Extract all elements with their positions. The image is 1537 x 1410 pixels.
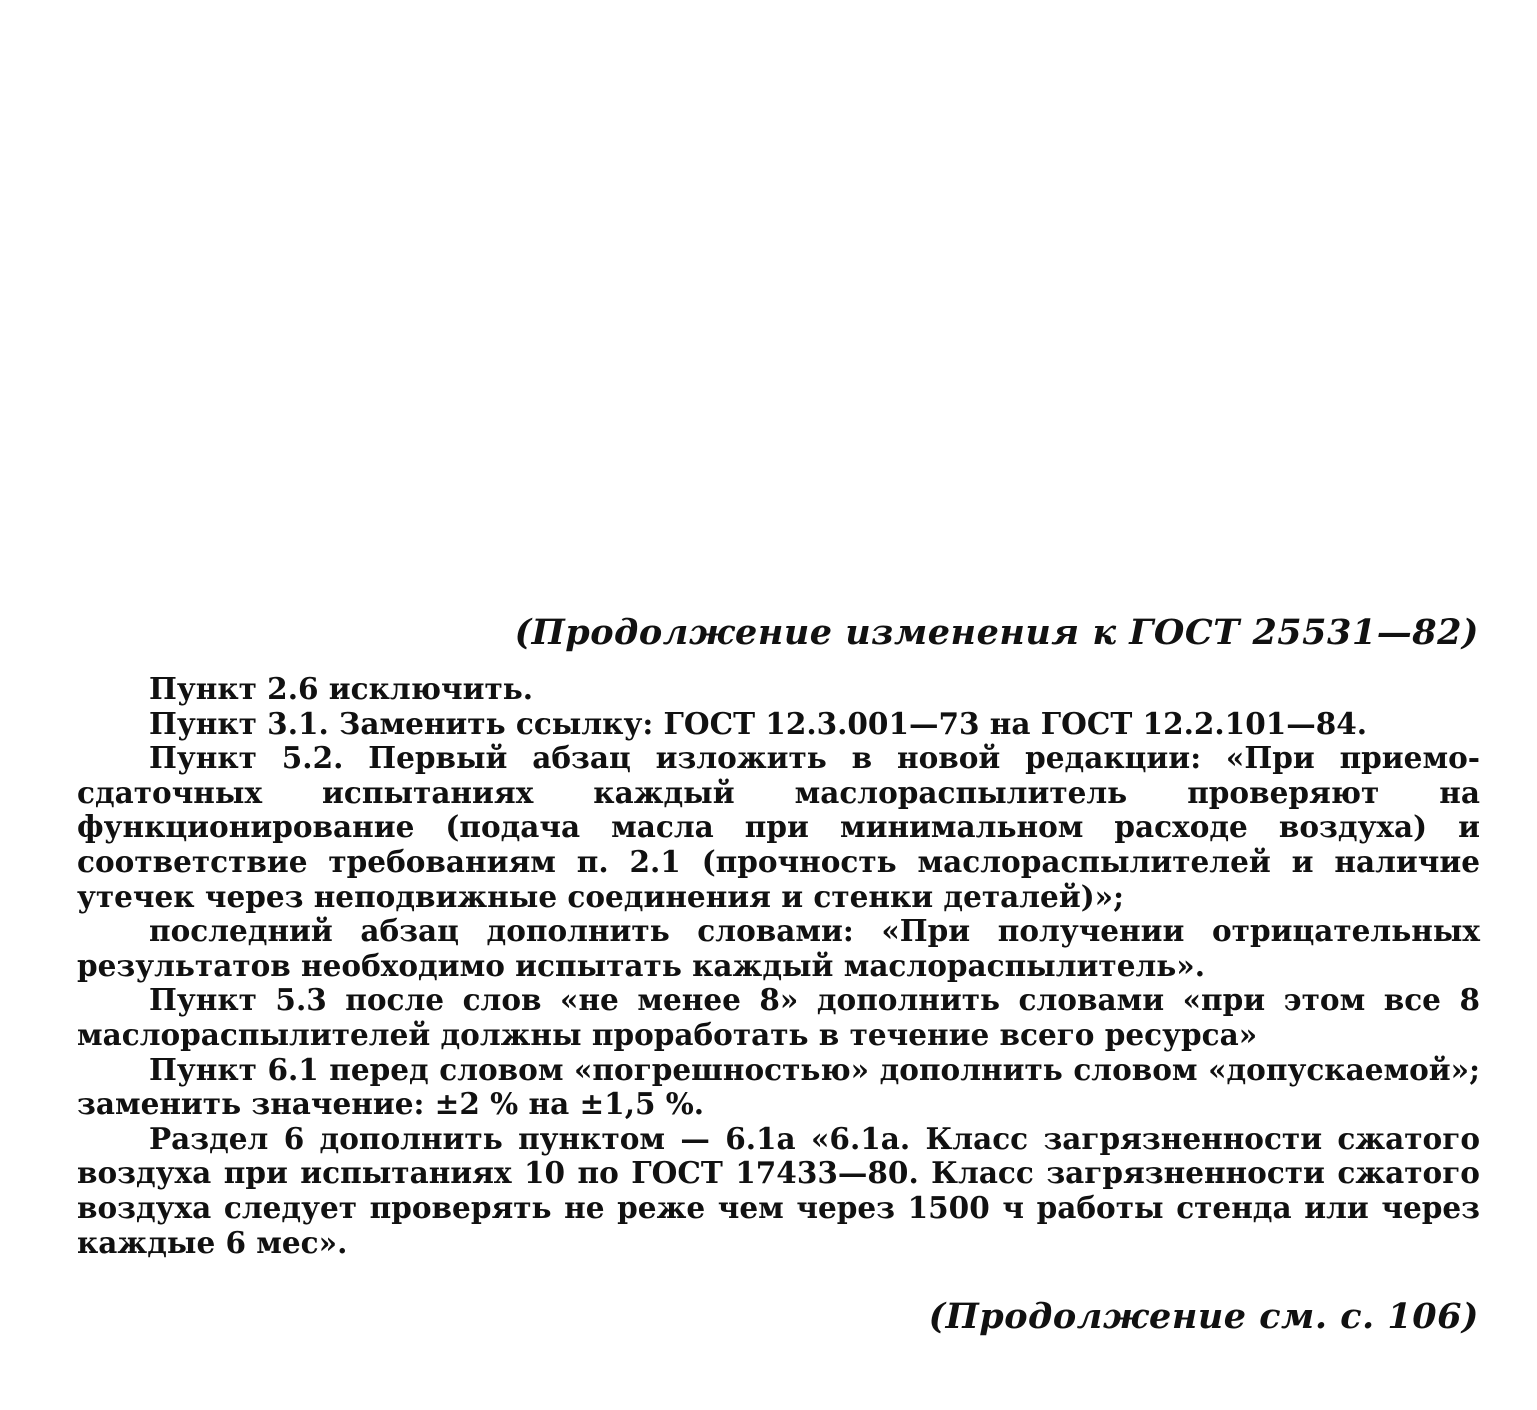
- paragraph-item-2-6: Пункт 2.6 исключить.: [149, 671, 534, 706]
- paragraph-item-5-3: Пункт 5.3 после слов «не менее 8» дополнить словами «при этом все 8 маслораспылителей должны проработать в течение всего ресурса»: [77, 982, 1480, 1052]
- paragraph-item-6-1: Пункт 6.1 перед словом «погрешностью» дополнить словом «допускаемой»; заменить значение: ±2 % на ±1,5 %.: [77, 1051, 1480, 1122]
- paragraph-section-6: Раздел 6 дополнить пунктом — 6.1а «6.1а. Класс загрязненности сжатого воздуха при испытаниях 10 по ГОСТ 17433—80. Класс загрязненности сжатого воздуха следует проверять не реже чем через 1500 ч работы стенда или через каждые 6 мес».: [77, 1120, 1480, 1260]
- continuation-header: (Продолжение изменения к ГОСТ 25531—82): [514, 612, 1479, 653]
- amendment-text: [77, 672, 1480, 1260]
- continuation-footer: (Продолжение см. с. 106): [928, 1296, 1479, 1337]
- paragraph-last-abzac: последний абзац дополнить словами: «При получении отрицательных результатов необходимо испытать каждый маслораспылитель».: [77, 913, 1480, 983]
- paragraph-item-3-1: Пункт 3.1. Заменить ссылку: ГОСТ 12.3.001—73 на ГОСТ 12.2.101—84.: [149, 705, 1368, 741]
- paragraph-item-5-2: Пункт 5.2. Первый абзац изложить в новой редакции: «При приемо-сдаточных испытаниях каждый маслораспылитель проверяют на функционирование (подача масла при минимальном расходе воздуха) и соответствие требованиям п. 2.1 (прочность маслораспылителей и наличие утечек через неподвижные соединения и стенки деталей)»;: [77, 740, 1480, 914]
